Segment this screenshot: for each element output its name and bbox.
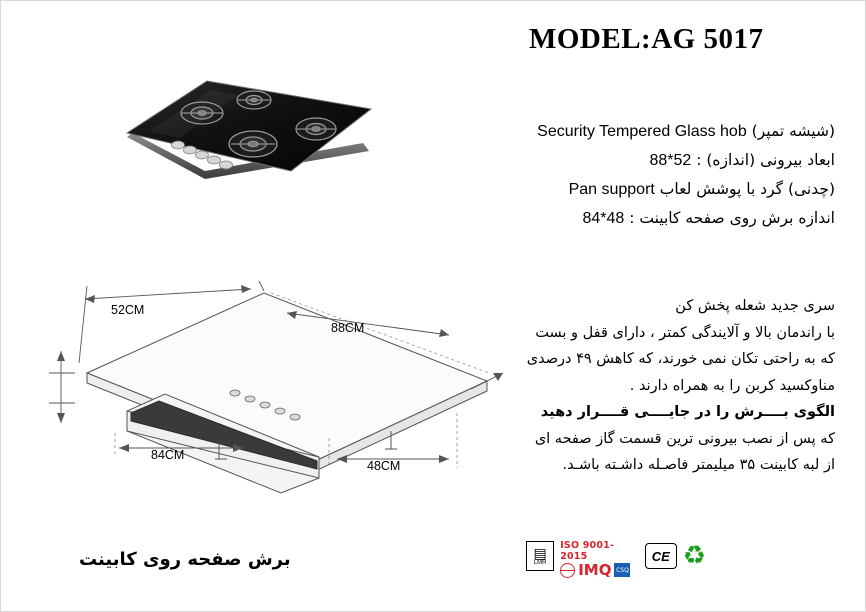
product-photo-gas-hob	[119, 59, 379, 194]
dimension-label-bottom-right: 48CM	[367, 459, 401, 473]
page-title: MODEL:AG 5017	[529, 23, 764, 55]
lmr-certification-icon: ▤ LMR	[526, 541, 554, 571]
spec-row	[415, 177, 835, 202]
dimension-label-top-left: 52CM	[111, 303, 145, 317]
spec-text-en: Security Tempered Glass hob	[537, 123, 747, 140]
recycle-icon: ♻	[682, 541, 706, 571]
csq-badge: CSQ	[614, 563, 630, 577]
spec-text-rtl: اندازه برش روی صفحه کابینت :	[629, 209, 835, 227]
description-line: که به راحتی تکان نمی خورند، که کاهش ۴۹ درصدی	[526, 351, 835, 367]
description-line: سری جدید شعله پخش کن	[675, 298, 835, 314]
description-line: که پس از نصب بیرونی ترین قسمت گاز صفحه ای	[534, 430, 835, 447]
spec-row	[415, 148, 835, 173]
technical-drawing	[19, 263, 539, 513]
lmr-label: LMR	[533, 559, 547, 566]
spec-text-en: Pan support	[568, 181, 655, 198]
dimension-label-top-right: 88CM	[331, 321, 365, 335]
description-line-emphasis: الگوی بــــرش را در جایــــی قــــرار دهید	[540, 404, 835, 420]
spec-text-rtl: ابعاد بیرونی (اندازه) :	[696, 151, 835, 169]
spec-text-rtl: (شیشه تمپر)	[751, 122, 835, 140]
globe-icon	[560, 563, 575, 578]
specifications-list	[415, 119, 835, 235]
certification-logos	[526, 537, 706, 579]
ce-mark-icon: CE	[645, 543, 677, 569]
description-line: مناوکسید کربن را به همراه دارند .	[629, 377, 835, 394]
spec-text-rtl: (چدنی) گرد با پوشش لعاب	[659, 180, 835, 198]
description-line: از لبه کابینت ۳۵ میلیمتر فاصـله داشـته باشـد.	[562, 457, 835, 473]
spec-row	[415, 119, 835, 144]
imq-iso-certification-icon	[560, 540, 639, 579]
spec-value: 84*48	[582, 210, 625, 227]
bottom-caption: برش صفحه روی کابینت	[79, 549, 291, 570]
dimension-label-bottom-left: 84CM	[151, 448, 185, 462]
spec-value: 88*52	[649, 152, 692, 169]
description-line: با راندمان بالا و آلایندگی کمتر ، دارای قفل و بست	[535, 324, 835, 341]
iso-label: ISO 9001- 2015	[560, 540, 615, 562]
spec-row	[415, 206, 835, 231]
imq-label: IMQ	[578, 561, 612, 579]
